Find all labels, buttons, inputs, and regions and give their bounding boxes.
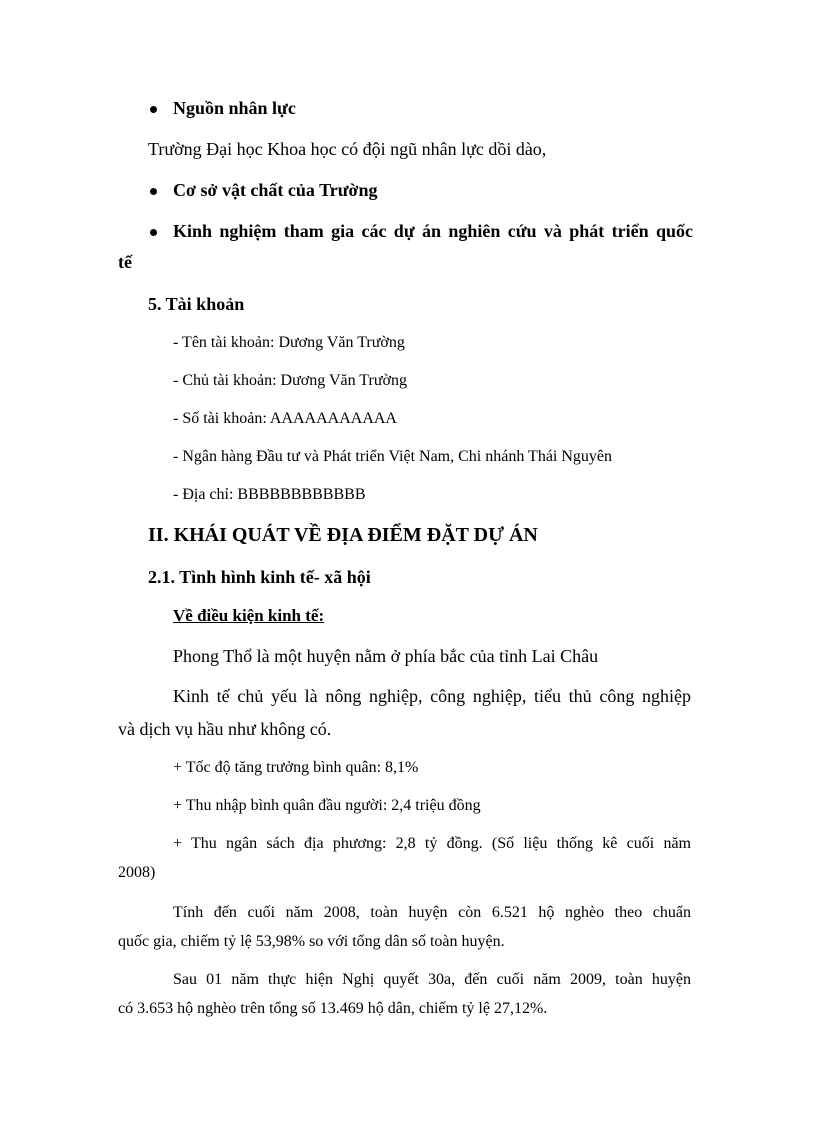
account-number: - Số tài khoản: AAAAAAAAAAA [173,410,397,427]
paragraph-poverty-2009: Sau 01 năm thực hiện Nghị quyết 30a, đến cuối năm 2009, toàn huyện [173,971,691,988]
bullet-icon [150,188,157,195]
paragraph-economy-cont: và dịch vụ hầu như không có. [118,719,332,739]
paragraph-poverty-2009-cont: có 3.653 hộ nghèo trên tổng số 13.469 hộ dân, chiếm tỷ lệ 27,12%. [118,1000,548,1017]
stat-budget-cont: 2008) [118,864,156,881]
bullet-human-resources: Nguồn nhân lực [173,98,296,118]
account-owner: - Chủ tài khoản: Dương Văn Trường [173,372,407,389]
paragraph-poverty-2008-cont: quốc gia, chiếm tỷ lệ 53,98% so với tổng dân số toàn huyện. [118,933,505,950]
account-name: - Tên tài khoản: Dương Văn Trường [173,334,405,351]
paragraph-poverty-2008: Tính đến cuối năm 2008, toàn huyện còn 6.521 hộ nghèo theo chuẩn [173,904,691,921]
account-bank: - Ngân hàng Đầu tư và Phát triển Việt Nam, Chi nhánh Thái Nguyên [173,448,613,465]
section-title: II. KHÁI QUÁT VỀ ĐỊA ĐIỂM ĐẶT DỰ ÁN [148,524,538,546]
intro-line: Trường Đại học Khoa học có đội ngũ nhân lực dồi dào, [148,139,547,159]
account-address: - Địa chỉ: BBBBBBBBBBBB [173,486,366,503]
subsection-title: 2.1. Tình hình kinh tế- xã hội [148,567,371,587]
bullet-icon [150,229,157,236]
stat-income: + Thu nhập bình quân đầu người: 2,4 triệu đồng [173,797,481,814]
stat-budget: + Thu ngân sách địa phương: 2,8 tỷ đồng. (Số liệu thống kê cuối năm [173,835,691,852]
paragraph-economy: Kinh tế chủ yếu là nông nghiệp, công nghiệp, tiểu thủ công nghiệp [173,686,691,706]
stat-growth: + Tốc độ tăng trưởng bình quân: 8,1% [173,759,419,776]
economic-conditions-heading: Về điều kiện kinh tế: [173,606,325,625]
bullet-experience-cont: tế [118,252,132,272]
bullet-facilities: Cơ sở vật chất của Trường [173,180,378,200]
paragraph-location: Phong Thổ là một huyện nằm ở phía bắc của tỉnh Lai Châu [173,646,599,666]
bullet-icon [150,106,157,113]
bullet-experience: Kinh nghiệm tham gia các dự án nghiên cứu và phát triển quốc [173,221,693,241]
account-heading: 5. Tài khoản [148,294,245,314]
